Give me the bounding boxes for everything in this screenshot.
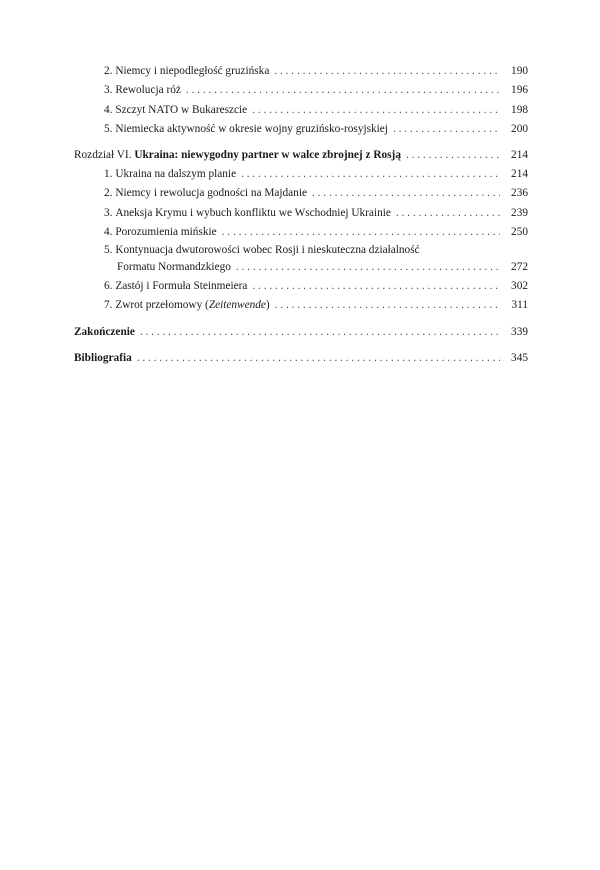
dot-leader bbox=[186, 81, 500, 100]
toc-entry bbox=[74, 101, 528, 120]
entry-title-line1: Kontynuacja dwutorowości wobec Rosji i nieskuteczna działalność bbox=[115, 243, 420, 256]
bibliography-title: Bibliografia bbox=[74, 351, 132, 364]
entry-title-italic: Zeitenwende bbox=[208, 298, 266, 311]
entry-page: 198 bbox=[511, 103, 528, 116]
entry-page: 250 bbox=[511, 226, 528, 239]
entry-page: 236 bbox=[511, 187, 528, 200]
toc-entry bbox=[74, 120, 528, 139]
entry-number: 6. bbox=[104, 279, 113, 292]
entry-title: Ukraina na dalszym planie bbox=[115, 167, 237, 180]
entry-number: 5. bbox=[104, 243, 113, 256]
entry-title: Porozumienia mińskie bbox=[115, 226, 217, 239]
entry-number: 5. bbox=[104, 123, 113, 136]
dot-leader bbox=[274, 62, 500, 81]
dot-leader bbox=[241, 165, 500, 184]
entry-page: 272 bbox=[511, 260, 528, 273]
toc-entry bbox=[74, 277, 528, 296]
entry-number: 4. bbox=[104, 103, 113, 116]
dot-leader bbox=[137, 349, 500, 368]
dot-leader bbox=[252, 101, 500, 120]
dot-leader bbox=[393, 120, 500, 139]
toc-entry bbox=[74, 81, 528, 100]
entry-title: Zastój i Formuła Steinmeiera bbox=[115, 279, 248, 292]
dot-leader bbox=[140, 323, 500, 342]
entry-title-prefix: Zwrot przełomowy ( bbox=[115, 298, 209, 311]
conclusion-page: 339 bbox=[511, 326, 528, 339]
dot-leader bbox=[406, 146, 500, 165]
table-of-contents bbox=[74, 62, 528, 368]
dot-leader bbox=[222, 223, 500, 242]
chapter-prefix: Rozdział VI. bbox=[74, 148, 132, 161]
toc-entry bbox=[74, 204, 528, 223]
chapter-page: 214 bbox=[511, 148, 528, 161]
toc-entry bbox=[74, 62, 528, 81]
toc-entry bbox=[74, 165, 528, 184]
entry-page: 239 bbox=[511, 206, 528, 219]
entry-page: 190 bbox=[511, 65, 528, 77]
entry-title: Niemcy i niepodległość gruzińska bbox=[115, 65, 270, 77]
entry-title-suffix: ) bbox=[265, 298, 270, 311]
toc-bibliography bbox=[74, 349, 528, 368]
entry-title: Niemcy i rewolucja godności na Majdanie bbox=[115, 187, 307, 200]
entry-page: 302 bbox=[511, 279, 528, 292]
entry-number: 1. bbox=[104, 167, 113, 180]
entry-number: 3. bbox=[104, 84, 113, 97]
conclusion-title: Zakończenie bbox=[74, 326, 135, 339]
entry-number: 2. bbox=[104, 187, 113, 200]
entry-page: 311 bbox=[511, 298, 528, 311]
toc-entry bbox=[74, 184, 528, 203]
chapter-title: Ukraina: niewygodny partner w walce zbrojnej z Rosją bbox=[134, 148, 401, 161]
toc-entry-multiline bbox=[74, 243, 528, 277]
dot-leader bbox=[312, 184, 500, 203]
dot-leader bbox=[396, 204, 500, 223]
toc-entry bbox=[74, 296, 528, 315]
toc-chapter-heading bbox=[74, 146, 528, 165]
entry-page: 200 bbox=[511, 123, 528, 136]
dot-leader bbox=[275, 296, 500, 315]
entry-number: 4. bbox=[104, 226, 113, 239]
entry-page: 214 bbox=[511, 167, 528, 180]
entry-number: 7. bbox=[104, 298, 113, 311]
entry-title: Niemiecka aktywność w okresie wojny gruzińsko-rosyjskiej bbox=[115, 123, 388, 136]
entry-number: 2. bbox=[104, 65, 113, 77]
entry-title-line2: Formatu Normandzkiego bbox=[117, 260, 231, 273]
toc-entry bbox=[74, 223, 528, 242]
entry-title: Rewolucja róż bbox=[115, 84, 181, 97]
bibliography-page: 345 bbox=[511, 351, 528, 364]
dot-leader bbox=[236, 258, 500, 277]
entry-title: Aneksja Krymu i wybuch konfliktu we Wschodniej Ukrainie bbox=[115, 206, 391, 219]
entry-number: 3. bbox=[104, 206, 113, 219]
dot-leader bbox=[252, 277, 500, 296]
toc-conclusion bbox=[74, 323, 528, 342]
entry-title: Szczyt NATO w Bukareszcie bbox=[115, 103, 248, 116]
entry-page: 196 bbox=[511, 84, 528, 97]
